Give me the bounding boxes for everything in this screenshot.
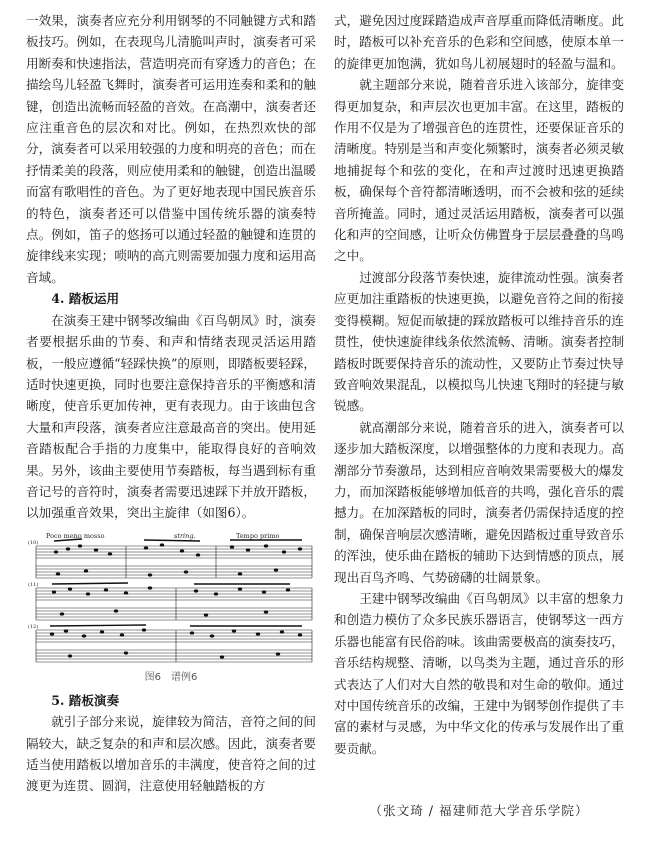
left-column xyxy=(26,10,316,797)
author-attribution: （张文琦 / 福建师范大学音乐学院） xyxy=(369,803,589,818)
paragraph-pedal-use: 在演奏王建中钢琴改编曲《百鸟朝凤》时，演奏者要根据乐曲的节奏、和声和情绪表现灵活运用踏板，一般应遵循“轻踩快换”的原则，即踏板要轻踩，适时快速更换，同时也要注意保持音乐的平衡感和清晰度，使音乐更加传神，更有表现力。由于该曲包含大量和声段落，演奏者应注意最高音的突出。使用延音踏板配合手指的力度集中，能取得良好的音响效果。另外，该曲主要使用节奏踏板，每当遇到标有重音记号的音符时，演奏者需要迅速踩下并放开踏板，以加强重音效果，突出主旋律（如图6）。 xyxy=(26,312,316,521)
tempo-marking-string: string. xyxy=(174,531,196,540)
tempo-marking-poco-meno-mosso: Poco meno mosso xyxy=(46,531,105,540)
figure-caption: 图6 谱例6 xyxy=(144,671,198,683)
paragraph-introduction-continued: 式，避免因过度踩踏造成声音厚重而降低清晰度。此时，踏板可以补充音乐的色彩和空间感，使原本单一的旋律更加饱满，犹如鸟儿初展翅时的轻盈与温和。 xyxy=(334,13,624,71)
paragraph-climax-section: 就高潮部分来说，随着音乐的进入，演奏者可以逐步加大踏板深度，以增强整体的力度和表现力。高潮部分节奏激昂，达到相应音响效果需要极大的爆发力，而加深踏板能够增加低音的共鸣，强化音乐的震撼力。在加深踏板的同时，演奏者仍需保持适度的控制，确保音响层次感清晰，避免因踏板过重导致音乐的浑浊，使乐曲在踏板的辅助下达到情感的顶点，展现出百鸟齐鸣、气势磅礴的壮阔景象。 xyxy=(334,419,624,585)
measure-number-3: (12) xyxy=(28,623,39,630)
right-column xyxy=(334,10,624,759)
section-heading-pedal-performance: 5. 踏板演奏 xyxy=(51,692,120,708)
paragraph-performance-techniques: 一效果，演奏者应充分利用钢琴的不同触键方式和踏板技巧。例如，在表现鸟儿清脆叫声时，演奏者可采用断奏和快速指法，营造明亮而有穿透力的音色；在描绘鸟儿轻盈飞舞时，演奏者可运用连奏和柔和的触键，创造出流畅而轻盈的音效。在高潮中，演奏者还应注重音色的层次和对比。例如，在热烈欢快的部分，演奏者可以采用较强的力度和明亮的音色；而在抒情柔美的段落，则应使用柔和的触键，创造出温暖而富有歌唱性的音色。为了更好地表现中国民族音乐的特色，演奏者还可以借鉴中国传统乐器的演奏特点。例如，笛子的悠扬可以通过轻盈的触键和连贯的旋律线来实现；唢呐的高亢则需要加强力度和运用高音域。 xyxy=(26,13,316,285)
tempo-marking-tempo-primo: Tempo primo xyxy=(236,531,280,540)
paragraph-conclusion: 王建中钢琴改编曲《百鸟朝凤》以丰富的想象力和创造力模仿了众多民族乐器语言，使钢琴这一西方乐器也能富有民俗韵味。该曲需要极高的演奏技巧，音乐结构规整、清晰，以鸟类为主题，通过音乐的形式表达了人们对大自然的敬畏和对生命的敬仰。通过对中国传统音乐的改编，王建中为钢琴创作提供了丰富的素材与灵感，为中华文化的传承与发展作出了重要贡献。 xyxy=(334,590,624,756)
measure-number-1: (10) xyxy=(28,539,39,546)
paragraph-transition-section: 过渡部分段落节奏快速，旋律流动性强。演奏者应更加注重踏板的快速更换，以避免音符之间的衔接变得模糊。短促而敏捷的踩放踏板可以维持音乐的连贯性，使快速旋律线条依然流畅、清晰。演奏者控制踏板时既要保持音乐的流动性，又要防止节奏过快导致音响效果混乱，以模拟鸟儿快速飞翔时的轻捷与敏锐感。 xyxy=(334,269,624,414)
music-score-image xyxy=(26,532,316,670)
score-system-1 xyxy=(36,546,312,578)
paragraph-theme-section: 就主题部分来说，随着音乐进入该部分，旋律变得更加复杂，和声层次也更加丰富。在这里，踏板的作用不仅是为了增强音色的连贯性，还要保证音乐的清晰度。特别是当和声变化频繁时，演奏者必须灵敏地捕捉每个和弦的变化，在和声过渡时迅速更换踏板，确保每个音符都清晰透明，而不会被和弦的延续音所掩盖。同时，通过灵活运用踏板，演奏者可以强化和声的空间感，让听众仿佛置身于层层叠叠的鸟鸣之中。 xyxy=(334,77,624,264)
figure-score-example xyxy=(26,532,316,686)
paragraph-introduction-section: 就引子部分来说，旋律较为简洁，音符之间的间隔较大，缺乏复杂的和声和层次感。因此，演奏者要适当使用踏板以增加音乐的丰满度，使音符之间的过渡更为连贯、圆润，注意使用轻触踏板的方 xyxy=(26,714,316,794)
score-system-2 xyxy=(36,588,312,620)
score-system-3 xyxy=(36,630,312,662)
section-heading-pedal-use: 4. 踏板运用 xyxy=(51,291,120,307)
measure-number-2: (11) xyxy=(28,581,39,588)
